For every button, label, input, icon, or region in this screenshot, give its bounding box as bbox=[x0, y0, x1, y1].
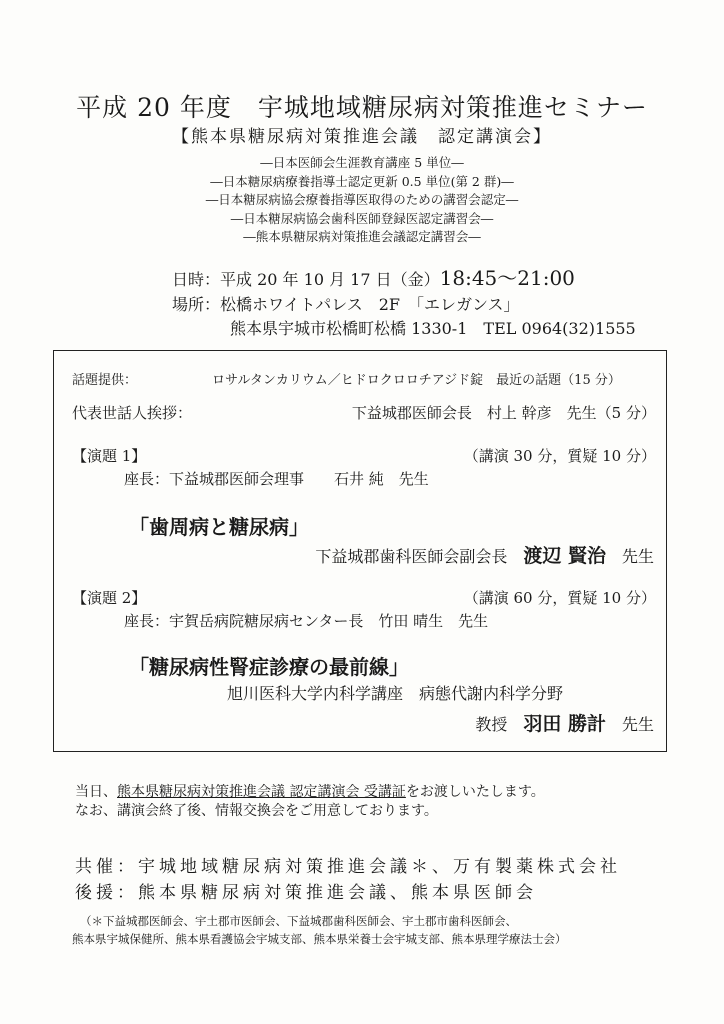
date-value: 平成 20 年 10 月 17 日（金） bbox=[220, 270, 440, 289]
credits-list bbox=[0, 154, 724, 247]
credit-item: ―熊本県糖尿病対策推進会議認定講習会― bbox=[243, 229, 481, 244]
credit-item: ―日本糖尿病療養指導士認定更新 0.5 単位(第 2 群)― bbox=[210, 173, 514, 189]
credit-item: ―日本医師会生涯教育講座 5 単位― bbox=[260, 155, 464, 170]
lecture2-title: 「糖尿病性腎症診療の最前線」 bbox=[129, 655, 409, 679]
event-date-row bbox=[172, 266, 575, 292]
page-title: 平成 20 年度 宇城地域糖尿病対策推進セミナー bbox=[76, 93, 648, 122]
lecture2-speaker-name: 羽田 勝計 bbox=[523, 713, 606, 735]
greeting-label: 代表世話人挨拶： bbox=[72, 404, 193, 422]
lecture2-duration: （講演 60 分，質疑 10 分） bbox=[463, 589, 656, 607]
cohost-row bbox=[75, 853, 621, 881]
event-address: 熊本県宇城市松橋町松橋 1330-1 TEL 0964(32)1555 bbox=[230, 319, 636, 338]
lecture1-suffix: 先生 bbox=[621, 547, 654, 566]
footnote-suffix: をお渡しいたします。 bbox=[405, 784, 545, 800]
support-row bbox=[75, 879, 537, 907]
lecture2-position: 教授 bbox=[475, 715, 508, 734]
footnote-line1 bbox=[75, 783, 545, 802]
topic-label: 話題提供： bbox=[72, 373, 138, 388]
date-label: 日時： bbox=[172, 270, 221, 289]
lecture2-speaker bbox=[475, 709, 654, 736]
lecture2-suffix: 先生 bbox=[621, 715, 654, 734]
lecture1-label: 【演題 1】 bbox=[72, 447, 147, 465]
lecture1-duration: （講演 30 分，質疑 10 分） bbox=[463, 447, 656, 465]
lecture1-affiliation: 下益城郡歯科医師会副会長 bbox=[315, 547, 508, 566]
footnote-line2: なお、講演会終了後、情報交換会をご用意しております。 bbox=[75, 803, 438, 819]
lecture1-speaker bbox=[315, 541, 654, 568]
venue-label: 場所： bbox=[172, 295, 221, 314]
cohost-value: 宇城地域糖尿病対策推進会議＊、万有製薬株式会社 bbox=[138, 857, 621, 877]
lecture1-chair: 座長：下益城郡医師会理事 石井 純 先生 bbox=[124, 470, 429, 488]
lecture1-speaker-name: 渡辺 賢治 bbox=[523, 545, 606, 567]
lecture2-chair: 座長：宇賀岳病院糖尿病センター長 竹田 晴生 先生 bbox=[124, 612, 489, 630]
cohost-label: 共催： bbox=[75, 857, 138, 877]
program-box bbox=[53, 350, 667, 752]
venue-value: 松橋ホワイトパレス 2F 「エレガンス」 bbox=[220, 295, 520, 314]
support-value: 熊本県糖尿病対策推進会議、熊本県医師会 bbox=[138, 883, 537, 903]
topic-value: ロサルタンカリウム／ヒドロクロロチアジド錠 最近の話題（15 分） bbox=[212, 373, 621, 388]
lecture1-title: 「歯周病と糖尿病」 bbox=[129, 515, 309, 539]
lecture2-affiliation: 旭川医科大学内科学講座 病態代謝内科学分野 bbox=[227, 684, 564, 703]
event-venue-row bbox=[172, 292, 520, 315]
footnote-prefix: 当日、 bbox=[75, 784, 117, 800]
certificate-name: 熊本県糖尿病対策推進会議 認定講演会 受講証 bbox=[117, 784, 406, 800]
page-subtitle: 【熊本県糖尿病対策推進会議 認定講演会】 bbox=[172, 127, 552, 147]
members-line1: （＊下益城郡医師会、宇土郡市医師会、下益城郡歯科医師会、宇土郡市歯科医師会、 bbox=[80, 914, 517, 928]
time-value: 18:45〜21:00 bbox=[439, 266, 575, 290]
greeting-value: 下益城郡医師会長 村上 幹彦 先生（5 分） bbox=[351, 404, 656, 422]
lecture2-label: 【演題 2】 bbox=[72, 589, 147, 607]
credit-item: ―日本糖尿病協会療養指導医取得のための講習会認定― bbox=[205, 192, 519, 207]
members-line2: 熊本県宇城保健所、熊本県看護協会宇城支部、熊本県栄養士会宇城支部、熊本県理学療法士会） bbox=[72, 932, 567, 946]
credit-item: ―日本糖尿病協会歯科医師登録医認定講習会― bbox=[230, 210, 494, 226]
support-label: 後援： bbox=[75, 883, 138, 903]
